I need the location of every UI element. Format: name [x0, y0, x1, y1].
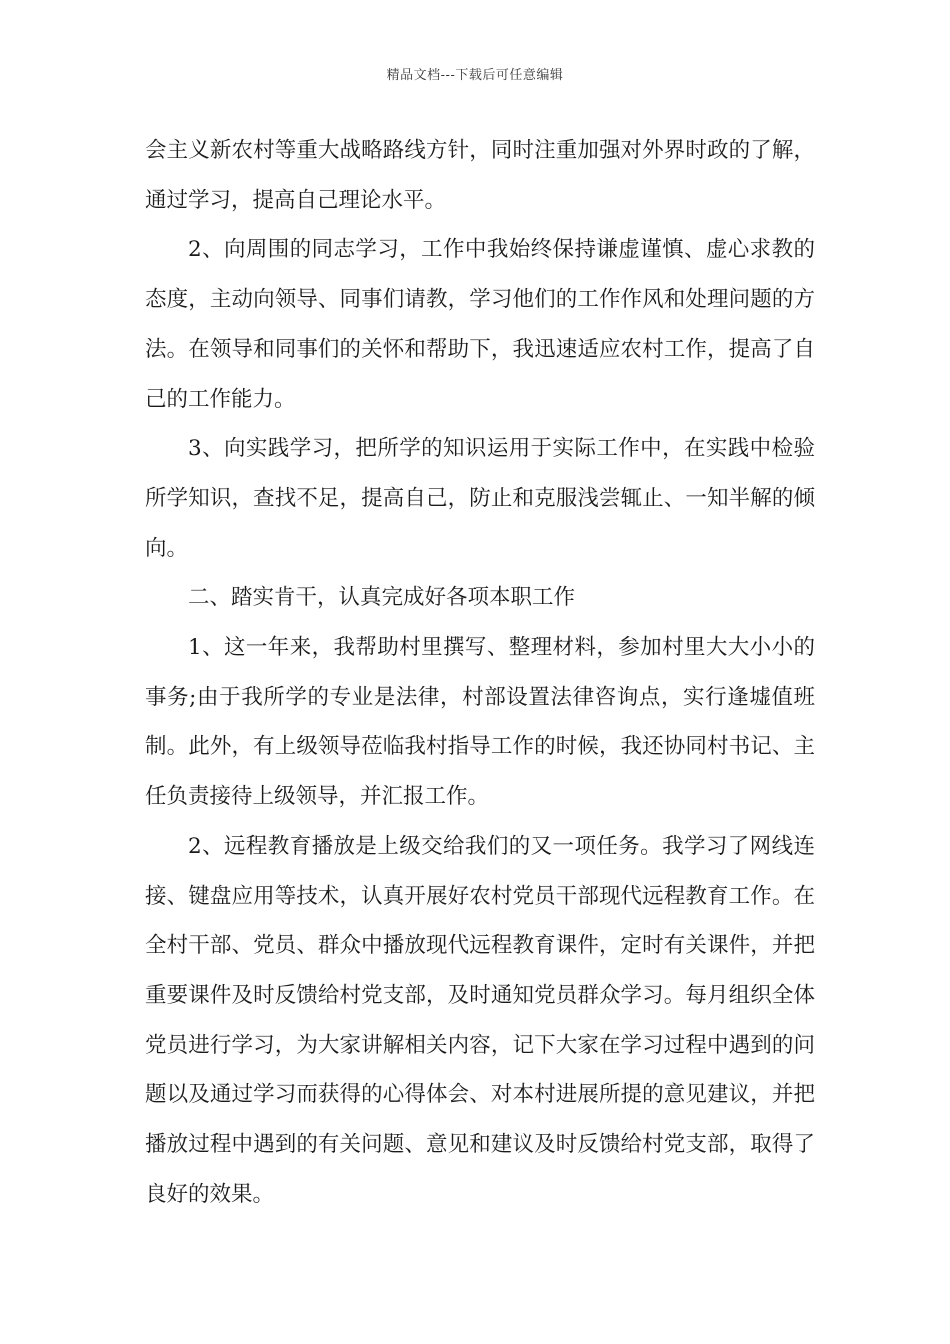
document-body	[145, 126, 815, 1219]
paragraph: 1、这一年来，我帮助村里撰写、整理材料，参加村里大大小小的事务;由于我所学的专业是法律，村部设置法律咨询点，实行逢墟值班制。此外，有上级领导莅临我村指导工作的时候，我还协同村书记、主任负责接待上级领导，并汇报工作。	[145, 635, 815, 810]
paragraph: 3、向实践学习，把所学的知识运用于实际工作中，在实践中检验所学知识，查找不足，提高自己，防止和克服浅尝辄止、一知半解的倾向。	[145, 436, 815, 561]
paragraph: 会主义新农村等重大战略路线方针，同时注重加强对外界时政的了解，通过学习，提高自己理论水平。	[145, 138, 815, 213]
page-header: 精品文档---下载后可任意编辑	[386, 68, 564, 83]
paragraph: 2、远程教育播放是上级交给我们的又一项任务。我学习了网线连接、键盘应用等技术，认真开展好农村党员干部现代远程教育工作。在全村干部、党员、群众中播放现代远程教育课件，定时有关课件，并把重要课件及时反馈给村党支部，及时通知党员群众学习。每月组织全体党员进行学习，为大家讲解相关内容，记下大家在学习过程中遇到的问题以及通过学习而获得的心得体会、对本村进展所提的意见建议，并把播放过程中遇到的有关问题、意见和建议及时反馈给村党支部，取得了良好的效果。	[145, 833, 815, 1207]
section-heading: 二、踏实肯干，认真完成好各项本职工作	[188, 585, 576, 611]
paragraph: 2、向周围的同志学习，工作中我始终保持谦虚谨慎、虚心求教的态度，主动向领导、同事们请教，学习他们的工作作风和处理问题的方法。在领导和同事们的关怀和帮助下，我迅速适应农村工作，提高了自己的工作能力。	[145, 237, 815, 412]
